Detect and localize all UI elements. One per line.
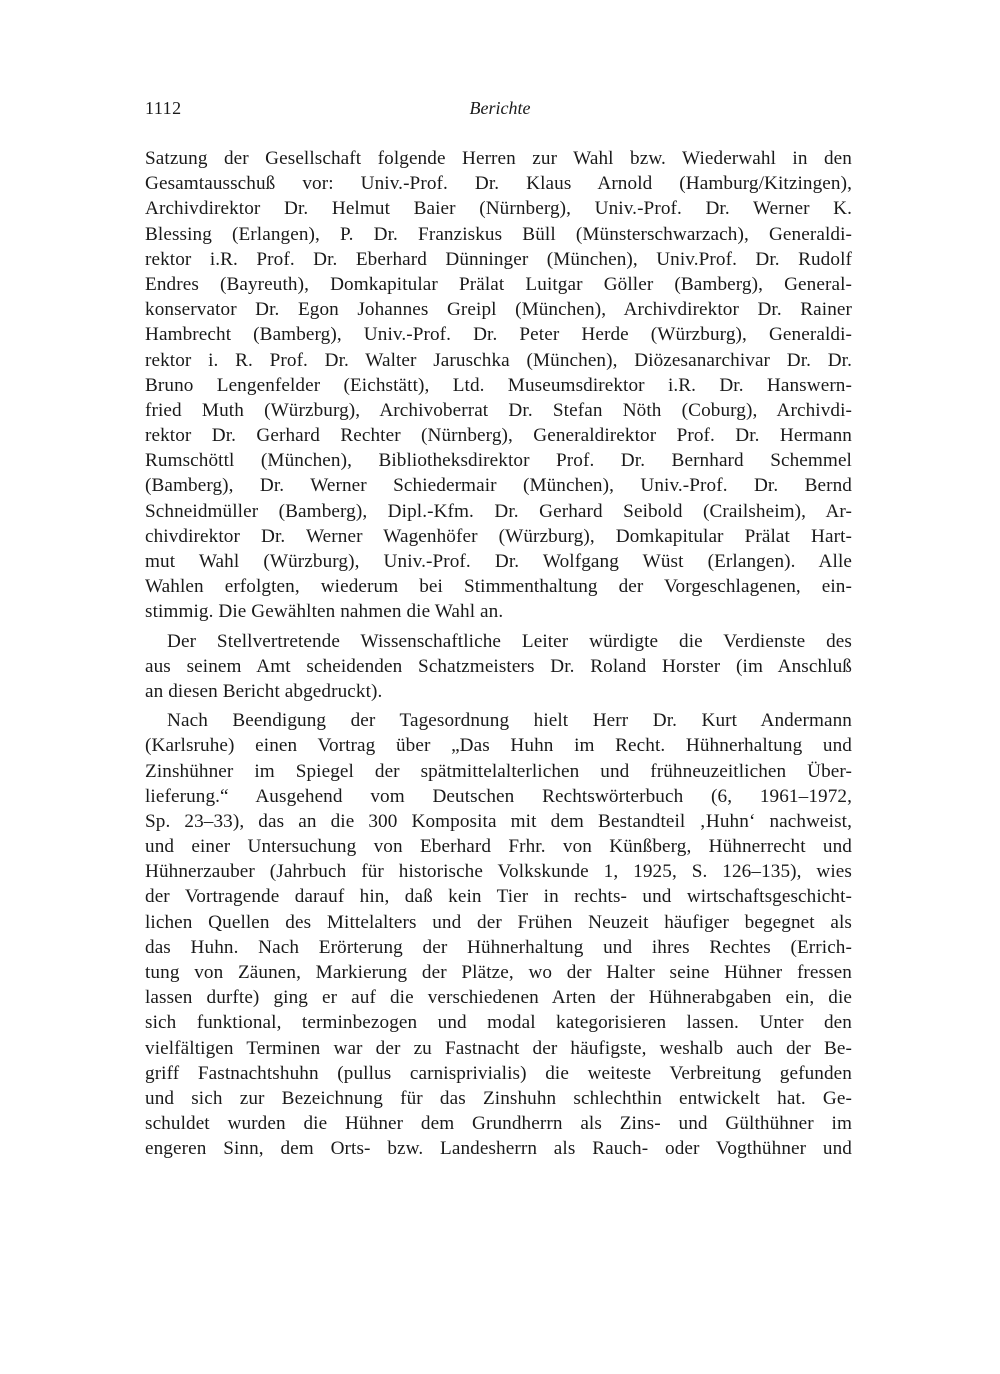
text-line: lieferung.“ Ausgehend vom Deutschen Rechtswörterbuch (6, 1961–1972,	[145, 785, 852, 807]
text-line: und sich zur Bezeichnung für das Zinshuhn schlechthin entwickelt hat. Ge-	[145, 1087, 852, 1109]
text-line: konservator Dr. Egon Johannes Greipl (München), Archivdirektor Dr. Rainer	[145, 299, 852, 321]
text-line: engeren Sinn, dem Orts- bzw. Landesherrn als Rauch- oder Vogthühner und	[145, 1138, 852, 1160]
text-line: vielfältigen Terminen war der zu Fastnacht der häufigste, weshalb auch der Be-	[145, 1037, 852, 1059]
text-line: Zinshühner im Spiegel der spätmittelalterlichen und frühneuzeitlichen Über-	[145, 760, 852, 782]
text-line: schuldet wurden die Hühner dem Grundherrn als Zins- und Gülthühner im	[145, 1113, 852, 1135]
text-line: fried Muth (Würzburg), Archivoberrat Dr. Stefan Nöth (Coburg), Archivdi-	[145, 399, 852, 421]
page-number: 1112	[145, 98, 182, 118]
text-line: Hühnerzauber (Jahrbuch für historische Volkskunde 1, 1925, S. 126–135), wies	[145, 861, 852, 883]
text-line: der Vortragende darauf hin, daß kein Tier in rechts- und wirtschaftsgeschicht-	[145, 886, 852, 908]
text-line: lichen Quellen des Mittelalters und der Frühen Neuzeit häufiger begegnet als	[145, 911, 852, 933]
text-line: Gesamtausschuß vor: Univ.-Prof. Dr. Klaus Arnold (Hamburg/Kitzingen),	[145, 173, 852, 195]
text-line: rektor i.R. Prof. Dr. Eberhard Dünninger (München), Univ.Prof. Dr. Rudolf	[145, 248, 852, 270]
text-line: Satzung der Gesellschaft folgende Herren zur Wahl bzw. Wiederwahl in den	[145, 148, 852, 169]
text-line: Wahlen erfolgten, wiederum bei Stimmenthaltung der Vorgeschlagenen, ein-	[145, 576, 852, 598]
text-line: rektor Dr. Gerhard Rechter (Nürnberg), Generaldirektor Prof. Dr. Hermann	[145, 425, 852, 447]
text-line: Rumschöttl (München), Bibliotheksdirektor Prof. Dr. Bernhard Schemmel	[145, 450, 852, 472]
text-line: Archivdirektor Dr. Helmut Baier (Nürnberg), Univ.-Prof. Dr. Werner K.	[145, 198, 852, 220]
paragraph-3	[145, 708, 852, 1161]
text-line: mut Wahl (Würzburg), Univ.-Prof. Dr. Wolfgang Wüst (Erlangen). Alle	[145, 551, 852, 572]
text-line: chivdirektor Dr. Werner Wagenhöfer (Würzburg), Domkapitular Prälat Hart-	[145, 525, 852, 547]
body-text	[145, 146, 852, 1162]
running-head: Berichte	[469, 98, 531, 118]
text-line: (Bamberg), Dr. Werner Schiedermair (München), Univ.-Prof. Dr. Bernd	[145, 475, 852, 497]
text-line: Sp. 23–33), das an die 300 Komposita mit dem Bestandteil ‚Huhn‘ nachweist,	[145, 810, 852, 832]
text-line: Bruno Lengenfelder (Eichstätt), Ltd. Museumsdirektor i.R. Dr. Hanswern-	[145, 374, 852, 396]
text-line: stimmig. Die Gewählten nahmen die Wahl an.	[145, 601, 504, 623]
text-line: griff Fastnachtshuhn (pullus carnisprivialis) die weiteste Verbreitung gefunden	[145, 1062, 852, 1084]
text-line: Schneidmüller (Bamberg), Dipl.-Kfm. Dr. Gerhard Seibold (Crailsheim), Ar-	[145, 500, 852, 522]
text-line: Blessing (Erlangen), P. Dr. Franziskus Büll (Münsterschwarzach), Generaldi-	[145, 223, 852, 245]
text-line: tung von Zäunen, Markierung der Plätze, wo der Halter seine Hühner fressen	[145, 962, 852, 983]
text-line: lassen durfte) ging er auf die verschiedenen Arten der Hühnerabgaben ein, die	[145, 987, 852, 1009]
text-line: rektor i. R. Prof. Dr. Walter Jaruschka (München), Diözesanarchivar Dr. Dr.	[145, 349, 852, 371]
paragraph-1	[145, 146, 852, 625]
paragraph-2	[145, 629, 852, 705]
text-line: Endres (Bayreuth), Domkapitular Prälat Luitgar Göller (Bamberg), General-	[145, 273, 852, 295]
text-line: an diesen Bericht abgedruckt).	[145, 680, 383, 702]
text-line: Hambrecht (Bamberg), Univ.-Prof. Dr. Peter Herde (Würzburg), Generaldi-	[145, 324, 852, 346]
text-line: das Huhn. Nach Erörterung der Hühnerhaltung und ihres Rechtes (Errich-	[145, 936, 852, 958]
page-header	[145, 98, 855, 128]
text-line: und einer Untersuchung von Eberhard Frhr. von Künßberg, Hühnerrecht und	[145, 836, 852, 858]
text-line: Nach Beendigung der Tagesordnung hielt Herr Dr. Kurt Andermann	[167, 710, 852, 732]
text-line: Der Stellvertretende Wissenschaftliche Leiter würdigte die Verdienste des	[167, 630, 852, 652]
text-line: (Karlsruhe) einen Vortrag über „Das Huhn im Recht. Hühnerhaltung und	[145, 735, 852, 757]
text-line: aus seinem Amt scheidenden Schatzmeisters Dr. Roland Horster (im Anschluß	[145, 655, 852, 677]
text-line: sich funktional, terminbezogen und modal kategorisieren lassen. Unter den	[145, 1012, 852, 1034]
